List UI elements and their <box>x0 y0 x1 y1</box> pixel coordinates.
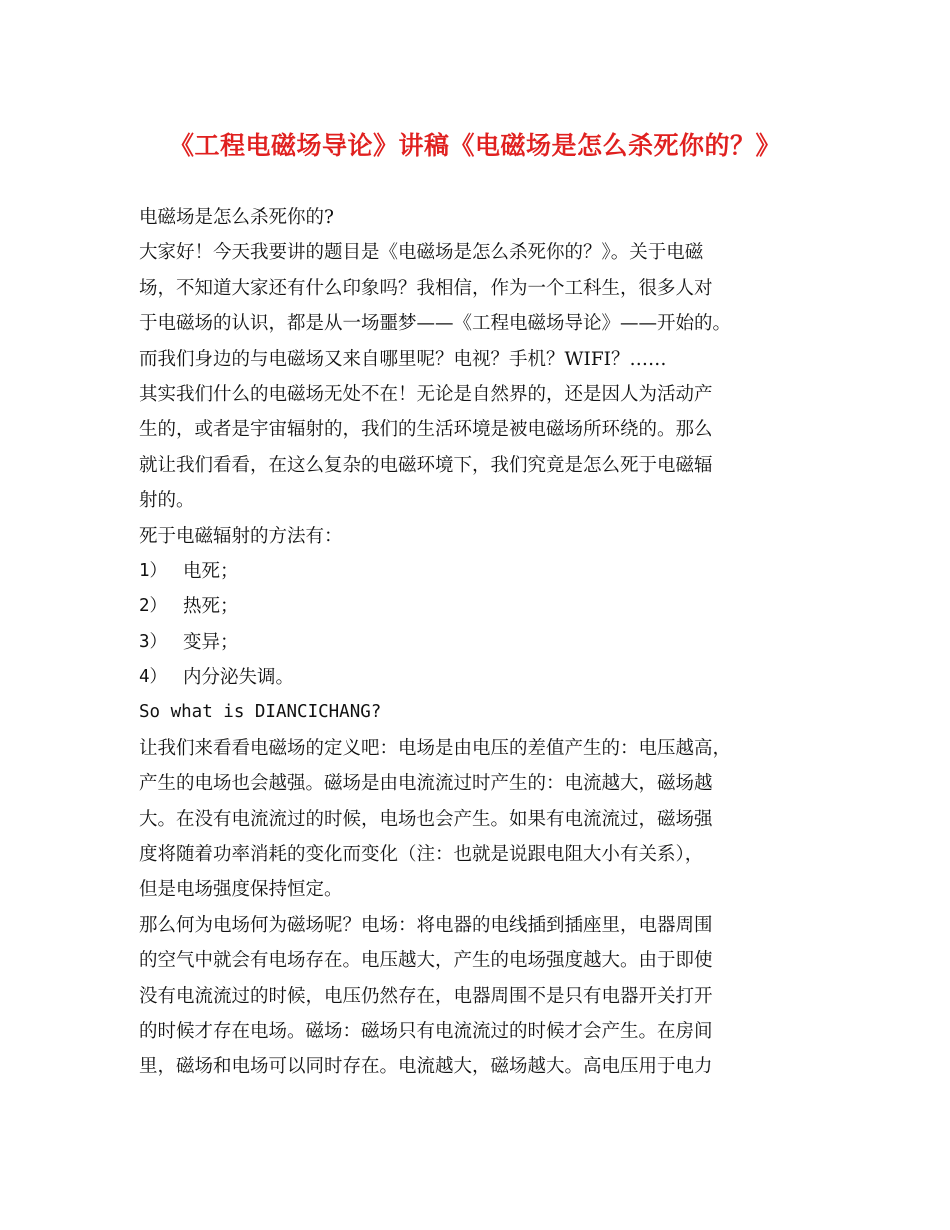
paragraph-line: 电磁场是怎么杀死你的? <box>139 207 334 228</box>
paragraph-line: 其实我们什么的电磁场无处不在！无论是自然界的，还是因人为活动产 <box>139 383 713 405</box>
document-body <box>139 200 839 1085</box>
paragraph-line: 度将随着功率消耗的变化而变化（注：也就是说跟电阻大小有关系）， <box>139 844 704 866</box>
list-item-text: 内分泌失调。 <box>183 667 295 689</box>
list-item <box>139 660 839 695</box>
paragraph-line: 的空气中就会有电场存在。电压越大，产生的电场强度越大。由于即使 <box>139 950 713 972</box>
paragraph-line: 没有电流流过的时候，电压仍然存在，电器周围不是只有电器开关打开 <box>139 985 713 1007</box>
paragraph-line: 但是电场强度保持恒定。 <box>139 879 343 901</box>
section-heading-line: So what is DIANCICHANG? <box>139 702 382 723</box>
list-item-text: 电死； <box>183 560 239 582</box>
paragraph-line: 死于电磁辐射的方法有： <box>139 525 343 547</box>
paragraph-line: 的时候才存在电场。磁场：磁场只有电流流过的时候才会产生。在房间 <box>139 1020 713 1042</box>
document-title: 《工程电磁场导论》讲稿《电磁场是怎么杀死你的？》 <box>168 131 781 160</box>
paragraph-line: 里，磁场和电场可以同时存在。电流越大，磁场越大。高电压用于电力 <box>139 1056 713 1078</box>
list-item-number: 1） <box>139 560 168 581</box>
list-item-number: 2） <box>139 596 168 617</box>
paragraph-line: 大家好！今天我要讲的题目是《电磁场是怎么杀死你的？》。关于电磁 <box>139 242 704 264</box>
paragraph-line: 射的。 <box>139 490 195 512</box>
paragraph-line: 那么何为电场何为磁场呢？电场：将电器的电线插到插座里，电器周围 <box>139 914 713 936</box>
paragraph-line: 而我们身边的与电磁场又来自哪里呢？电视？手机？WIFI？…… <box>139 348 667 370</box>
list-item-number: 4） <box>139 667 168 688</box>
paragraph-line: 产生的电场也会越强。磁场是由电流流过时产生的：电流越大，磁场越 <box>139 773 713 795</box>
paragraph-line: 就让我们看看，在这么复杂的电磁环境下，我们究竟是怎么死于电磁辐 <box>139 454 713 476</box>
paragraph-line: 让我们来看看电磁场的定义吧：电场是由电压的差值产生的：电压越高， <box>139 737 732 759</box>
paragraph-line: 生的，或者是宇宙辐射的，我们的生活环境是被电磁场所环绕的。那么 <box>139 419 713 441</box>
list-item-text: 热死； <box>183 596 239 618</box>
list-item-number: 3） <box>139 631 168 652</box>
list-item-text: 变异； <box>183 631 239 653</box>
paragraph-line: 于电磁场的认识，都是从一场噩梦——《工程电磁场导论》——开始的。 <box>139 313 732 335</box>
paragraph-line: 场，不知道大家还有什么印象吗？我相信，作为一个工科生，很多人对 <box>139 277 713 299</box>
list-item <box>139 625 839 660</box>
list-item <box>139 554 839 589</box>
list-item <box>139 589 839 624</box>
paragraph-line: 大。在没有电流流过的时候，电场也会产生。如果有电流流过，磁场强 <box>139 808 713 830</box>
